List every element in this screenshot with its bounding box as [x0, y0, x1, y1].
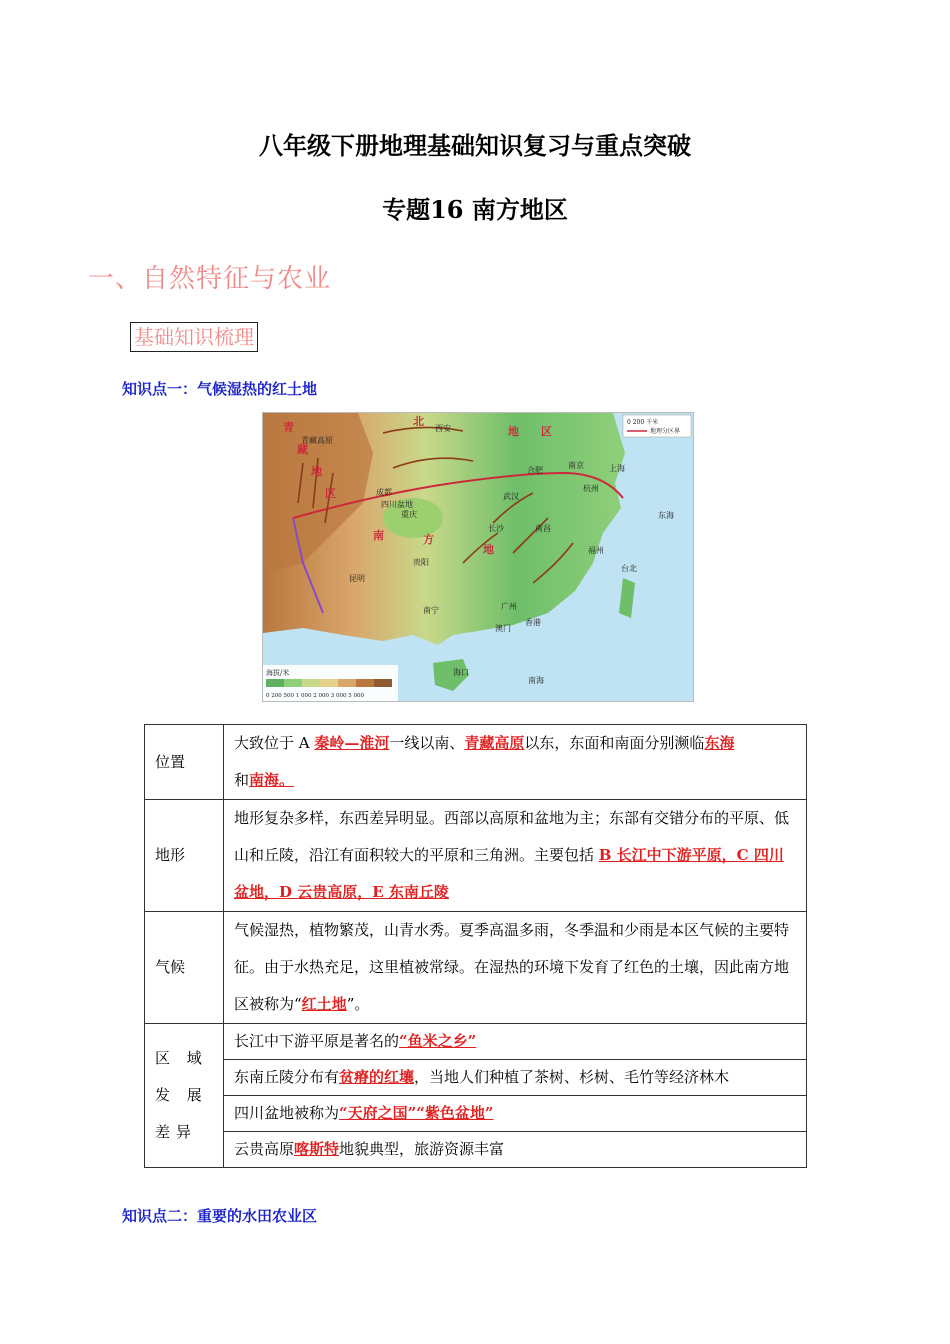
row-content: 东南丘陵分布有贫瘠的红壤，当地人们种植了茶树、杉树、毛竹等经济林木	[224, 1060, 807, 1096]
info-table	[144, 724, 807, 1168]
region-label-qz: 地	[311, 465, 322, 478]
place-label: 青藏高原	[301, 436, 333, 445]
table-row	[145, 1060, 807, 1096]
city-label: 西安	[435, 424, 451, 433]
region-label-qz: 区	[325, 487, 336, 500]
city-label: 香港	[525, 618, 541, 627]
map-legend-boundary: 地理分区界	[650, 428, 681, 435]
table-row	[145, 800, 807, 912]
city-label: 广州	[501, 602, 517, 611]
table-row	[145, 1024, 807, 1060]
region-label-qz: 青	[283, 421, 294, 434]
page-title: 八年级下册地理基础知识复习与重点突破	[259, 131, 691, 160]
city-label: 南昌	[535, 524, 551, 533]
page-subtitle: 专题16 南方地区	[382, 195, 568, 224]
region-label-south: 地	[483, 543, 494, 556]
table-row	[145, 1132, 807, 1168]
city-label: 贵阳	[413, 558, 429, 567]
city-label: 福州	[588, 546, 604, 555]
row-content: 长江中下游平原是著名的“鱼米之乡”	[224, 1024, 807, 1060]
row-content: 云贵高原喀斯特地貌典型，旅游资源丰富	[224, 1132, 807, 1168]
map-scale: 0 200 千米	[627, 419, 659, 426]
row-label: 气候	[145, 912, 224, 1024]
row-label: 区 域 发 展差异	[145, 1024, 224, 1168]
altitude-label: 海拔/米	[266, 669, 290, 677]
city-label: 成都	[376, 488, 392, 497]
city-label: 杭州	[583, 484, 599, 493]
city-label: 合肥	[527, 466, 543, 475]
row-label: 位置	[145, 725, 224, 800]
row-label: 地形	[145, 800, 224, 912]
section-heading: 一、自然特征与农业	[88, 264, 332, 294]
place-label: 东海	[658, 511, 674, 520]
row-content: 气候湿热，植物繁茂，山青水秀。夏季高温多雨，冬季温和少雨是本区气候的主要特征。由于水热充足，这里植被常绿。在湿热的环境下发育了红色的土壤，因此南方地区被称为“红土地”。	[224, 912, 807, 1024]
place-label: 四川盆地	[381, 500, 413, 509]
region-label-south: 方	[423, 533, 434, 546]
table-row	[145, 1096, 807, 1132]
row-content: 地形复杂多样，东西差异明显。西部以高原和盆地为主；东部有交错分布的平原、低山和丘陵，沿江有面积较大的平原和三角洲。主要包括 B 长江中下游平原，C 四川盆地，D 云贵高原，E 东南丘陵	[224, 800, 807, 912]
south-china-map	[262, 412, 694, 702]
table-row	[145, 725, 807, 800]
region-label-qz: 藏	[297, 443, 308, 456]
knowledge-point-1: 知识点一：气候湿热的红土地	[122, 380, 318, 398]
row-content: 四川盆地被称为“天府之国”“紫色盆地”	[224, 1096, 807, 1132]
city-label: 南宁	[423, 606, 439, 615]
row-content: 大致位于 A 秦岭—淮河一线以南、青藏高原以东，东面和南面分别濒临东海 和南海。	[224, 725, 807, 800]
city-label: 澳门	[495, 624, 511, 633]
region-label-south: 南	[373, 529, 384, 542]
city-label: 昆明	[349, 574, 365, 583]
city-label: 长沙	[488, 524, 504, 533]
place-label: 南海	[528, 676, 544, 685]
city-label: 上海	[609, 464, 625, 473]
city-label: 海口	[453, 668, 469, 677]
altitude-colorbar	[266, 679, 392, 687]
city-label: 南京	[568, 461, 584, 470]
box-label: 基础知识梳理	[130, 322, 258, 352]
city-label: 武汉	[503, 492, 519, 501]
region-label-north: 地	[508, 425, 519, 438]
region-label-north: 区	[541, 425, 552, 438]
altitude-ticks: 0 200 500 1 000 2 000 3 000 5 000	[266, 693, 364, 699]
table-row	[145, 912, 807, 1024]
knowledge-point-2: 知识点二：重要的水田农业区	[122, 1207, 318, 1225]
region-label-north: 北	[413, 415, 424, 428]
city-label: 台北	[621, 564, 637, 573]
city-label: 重庆	[401, 510, 417, 519]
